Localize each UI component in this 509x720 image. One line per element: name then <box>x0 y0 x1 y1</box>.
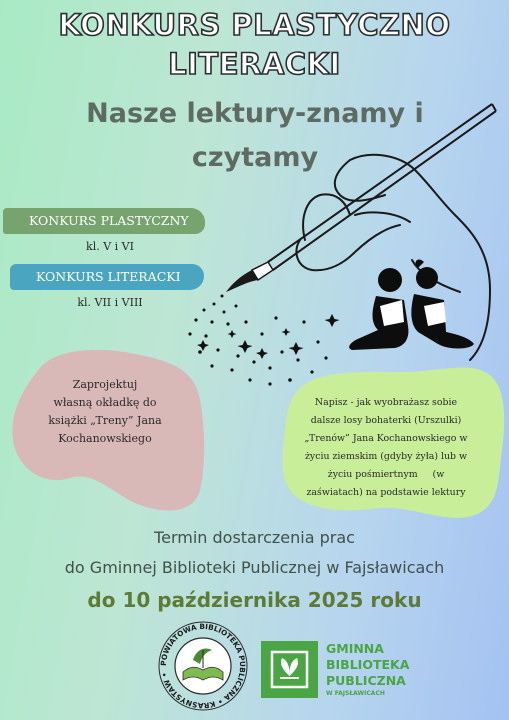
deadline-line-2: do Gminnej Biblioteki Publicznej w Fajsławicach <box>64 558 445 577</box>
art-task-line: Zaprojektuj <box>72 378 138 391</box>
art-task-line: własną okładkę do <box>53 396 157 409</box>
gminna-logo-line-4: W FAJSŁAWICACH <box>326 690 385 697</box>
subtitle-line-1: Nasze lektury-znamy i <box>86 98 424 129</box>
subtitle-line-2: czytamy <box>191 142 319 173</box>
deadline-date: do 10 października 2025 roku <box>87 588 422 612</box>
literary-task-text <box>293 394 479 502</box>
gminna-library-logo <box>261 641 318 698</box>
literary-task-line: życiu ziemskim (gdyby żyła) lub w <box>304 451 468 462</box>
literary-task-line: zaświatach) na podstawie lektury <box>306 487 466 498</box>
children-reading-icon <box>349 260 474 350</box>
sparkles <box>188 295 339 386</box>
gminna-logo-line-3: PUBLICZNA <box>326 673 406 688</box>
art-task-line: książki „Treny” Jana <box>48 414 162 427</box>
gminna-logo-line-1: GMINNA <box>326 641 384 656</box>
powiatowa-library-logo <box>159 622 247 710</box>
ribbon-art-contest: KONKURS PLASTYCZNY <box>3 208 205 234</box>
literary-task-line: dalsze losy bohaterki (Urszulki) <box>310 415 462 426</box>
subtitle <box>40 92 470 180</box>
literary-contest-classes: kl. VII i VIII <box>77 296 143 309</box>
deadline-line-1: Termin dostarczenia prac <box>154 528 355 547</box>
title-line-2: LITERACKI <box>168 47 341 81</box>
gminna-logo-line-2: BIBLIOTEKA <box>326 657 410 672</box>
ribbon-literary-contest: KONKURS LITERACKI <box>10 264 204 290</box>
art-task-line: Kochanowskiego <box>58 432 152 445</box>
title-line-1: KONKURS PLASTYCZNO <box>58 8 451 42</box>
literary-task-line: „Trenów” Jana Kochanowskiego w <box>304 433 468 444</box>
powiatowa-ring-text: POWIATOWA BIBLIOTEKA PUBLICZNA • KRASNYSTAW • <box>158 621 248 711</box>
literary-task-line: Napisz - jak wyobrażasz sobie <box>314 397 458 408</box>
art-contest-classes: kl. V i VI <box>86 240 134 253</box>
art-task-text <box>30 376 180 448</box>
literary-task-line: życiu pośmiertnym (w <box>327 469 445 480</box>
